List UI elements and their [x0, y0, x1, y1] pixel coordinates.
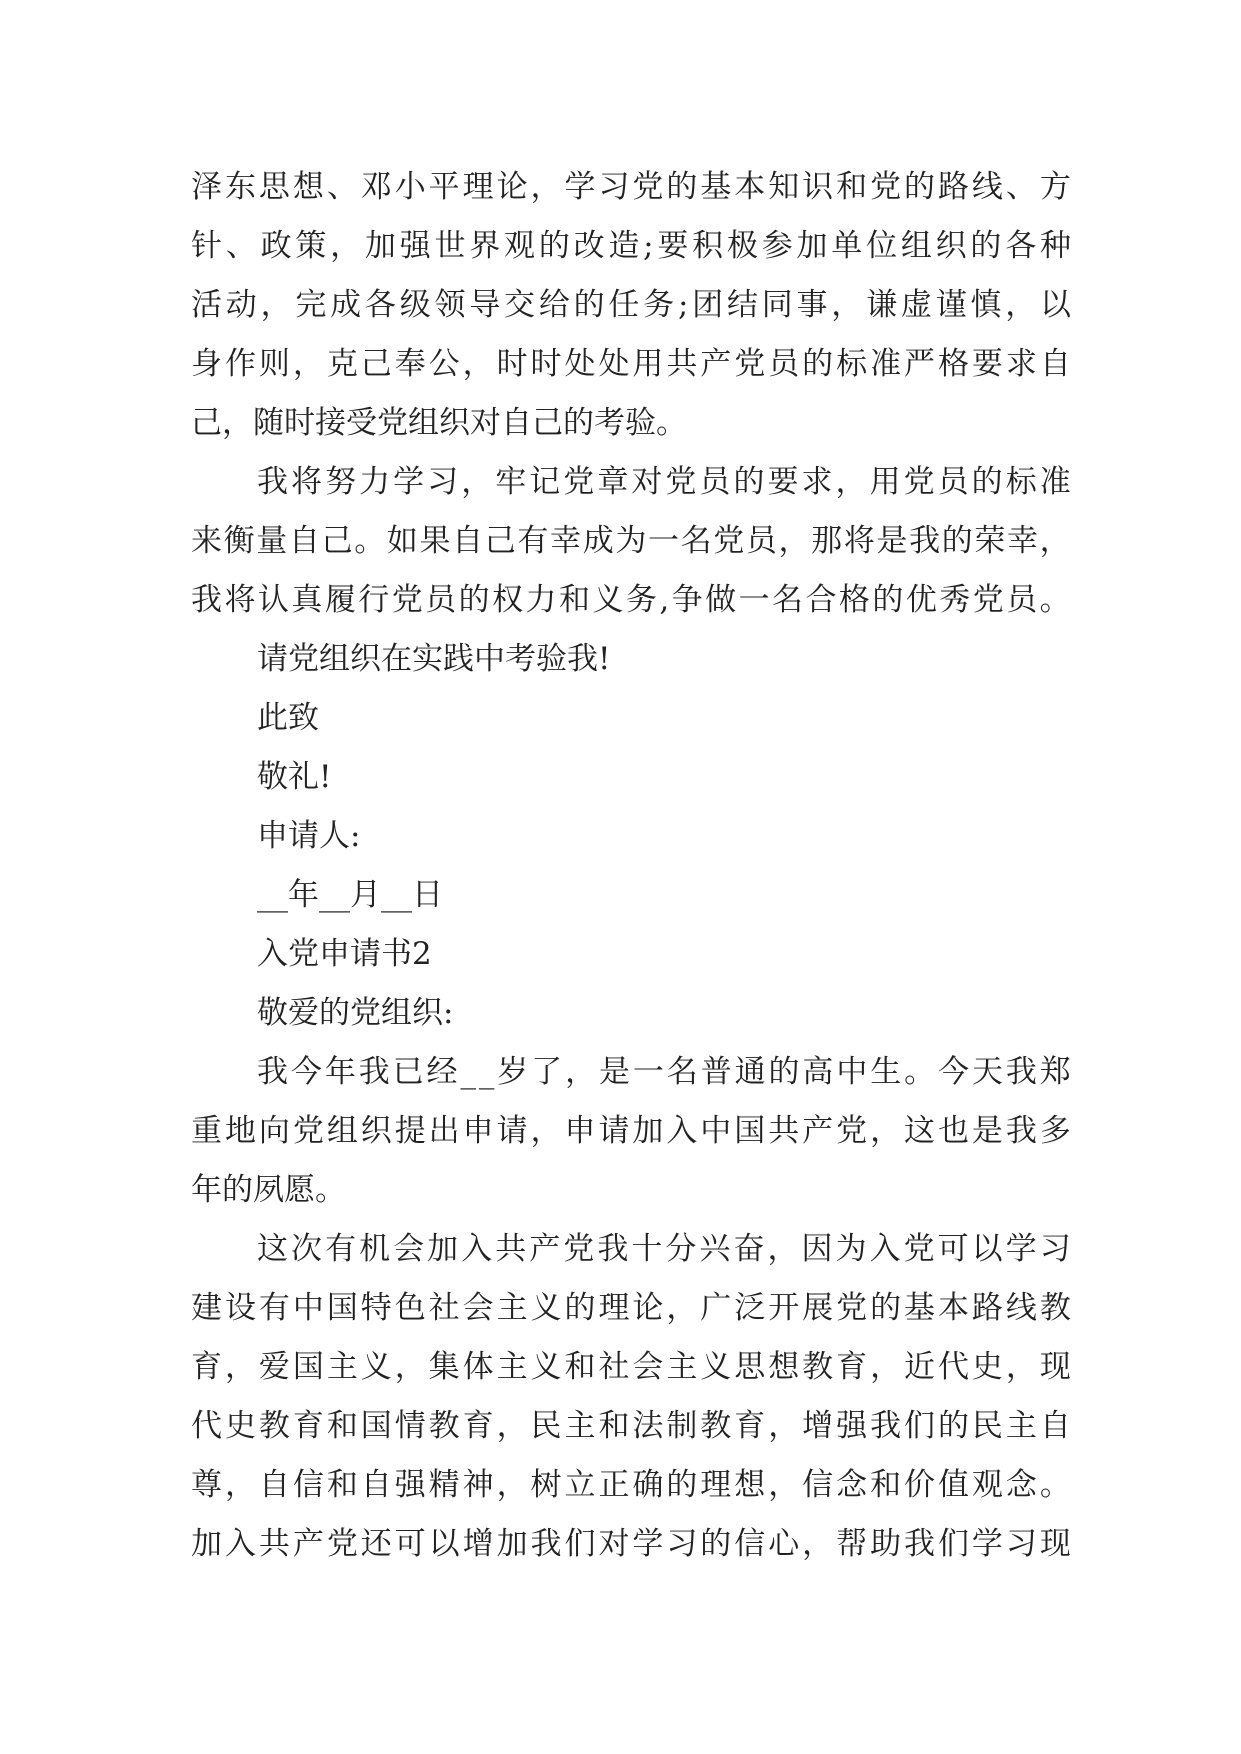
text-line: __年__月__日 — [257, 877, 443, 913]
text-line: 重 地 向 党 组 织 提 出 申 请 ， 申 请 加 入 中 国 共 产 党 ， 这 也 是 我 多 — [191, 1113, 1071, 1149]
text-line: 这 次 有 机 会 加 入 共 产 党 我 十 分 兴 奋 ， 因 为 入 党 可 以 学 习 — [257, 1231, 1071, 1267]
text-line: 育 ， 爱 国 主 义 ， 集 体 主 义 和 社 会 主 义 思 想 教 育 ， 近 代 史 ， 现 — [191, 1349, 1071, 1385]
text-line: 针 、 政 策 ， 加 强 世 界 观 的 改 造 ; 要 积 极 参 加 单 位 组 织 的 各 种 — [191, 228, 1071, 264]
text-line: 我 将 认 真 履 行 党 员 的 权 力 和 义 务 , 争 做 一 名 合 格 的 优 秀 党 员 。 — [191, 582, 1071, 618]
text-line: 活 动 ， 完 成 各 级 领 导 交 给 的 任 务 ; 团 结 同 事 ， 谦 虚 谨 慎 ， 以 — [191, 287, 1071, 323]
text-line: 入党申请书2 — [257, 936, 432, 972]
text-line: 我 今 年 我 已 经 _ _ 岁 了 ， 是 一 名 普 通 的 高 中 生 。 今 天 我 郑 — [257, 1054, 1071, 1090]
text-line: 建 设 有 中 国 特 色 社 会 主 义 的 理 论 ， 广 泛 开 展 党 的 基 本 路 线 教 — [191, 1290, 1071, 1326]
text-line: 我 将 努 力 学 习 ， 牢 记 党 章 对 党 员 的 要 求 ， 用 党 员 的 标 准 — [257, 464, 1071, 500]
text-line: 尊 ， 自 信 和 自 强 精 神 ， 树 立 正 确 的 理 想 ， 信 念 和 价 值 观 念 。 — [191, 1467, 1071, 1503]
text-line: 敬礼! — [257, 759, 332, 795]
text-line: 加 入 共 产 党 还 可 以 增 加 我 们 对 学 习 的 信 心 ， 帮 助 我 们 学 习 现 — [191, 1526, 1071, 1562]
text-line: 请党组织在实践中考验我! — [257, 641, 611, 677]
text-line: 年的夙愿。 — [191, 1172, 346, 1208]
text-line: 申请人: — [257, 818, 361, 854]
text-line: 来 衡 量 自 己 。 如 果 自 己 有 幸 成 为 一 名 党 员 ， 那 将 是 我 的 荣 幸 ， — [191, 523, 1071, 559]
text-line: 敬爱的党组织: — [257, 995, 454, 1031]
text-line: 己，随时接受党组织对自己的考验。 — [191, 405, 687, 441]
text-line: 此致 — [257, 700, 319, 736]
text-line: 泽 东 思 想 、 邓 小 平 理 论 ， 学 习 党 的 基 本 知 识 和 党 的 路 线 、 方 — [191, 169, 1071, 205]
document-body — [191, 158, 1071, 1574]
text-line: 身 作 则 ， 克 己 奉 公 ， 时 时 处 处 用 共 产 党 员 的 标 准 严 格 要 求 自 — [191, 346, 1071, 382]
text-line: 代 史 教 育 和 国 情 教 育 ， 民 主 和 法 制 教 育 ， 增 强 我 们 的 民 主 自 — [191, 1408, 1071, 1444]
